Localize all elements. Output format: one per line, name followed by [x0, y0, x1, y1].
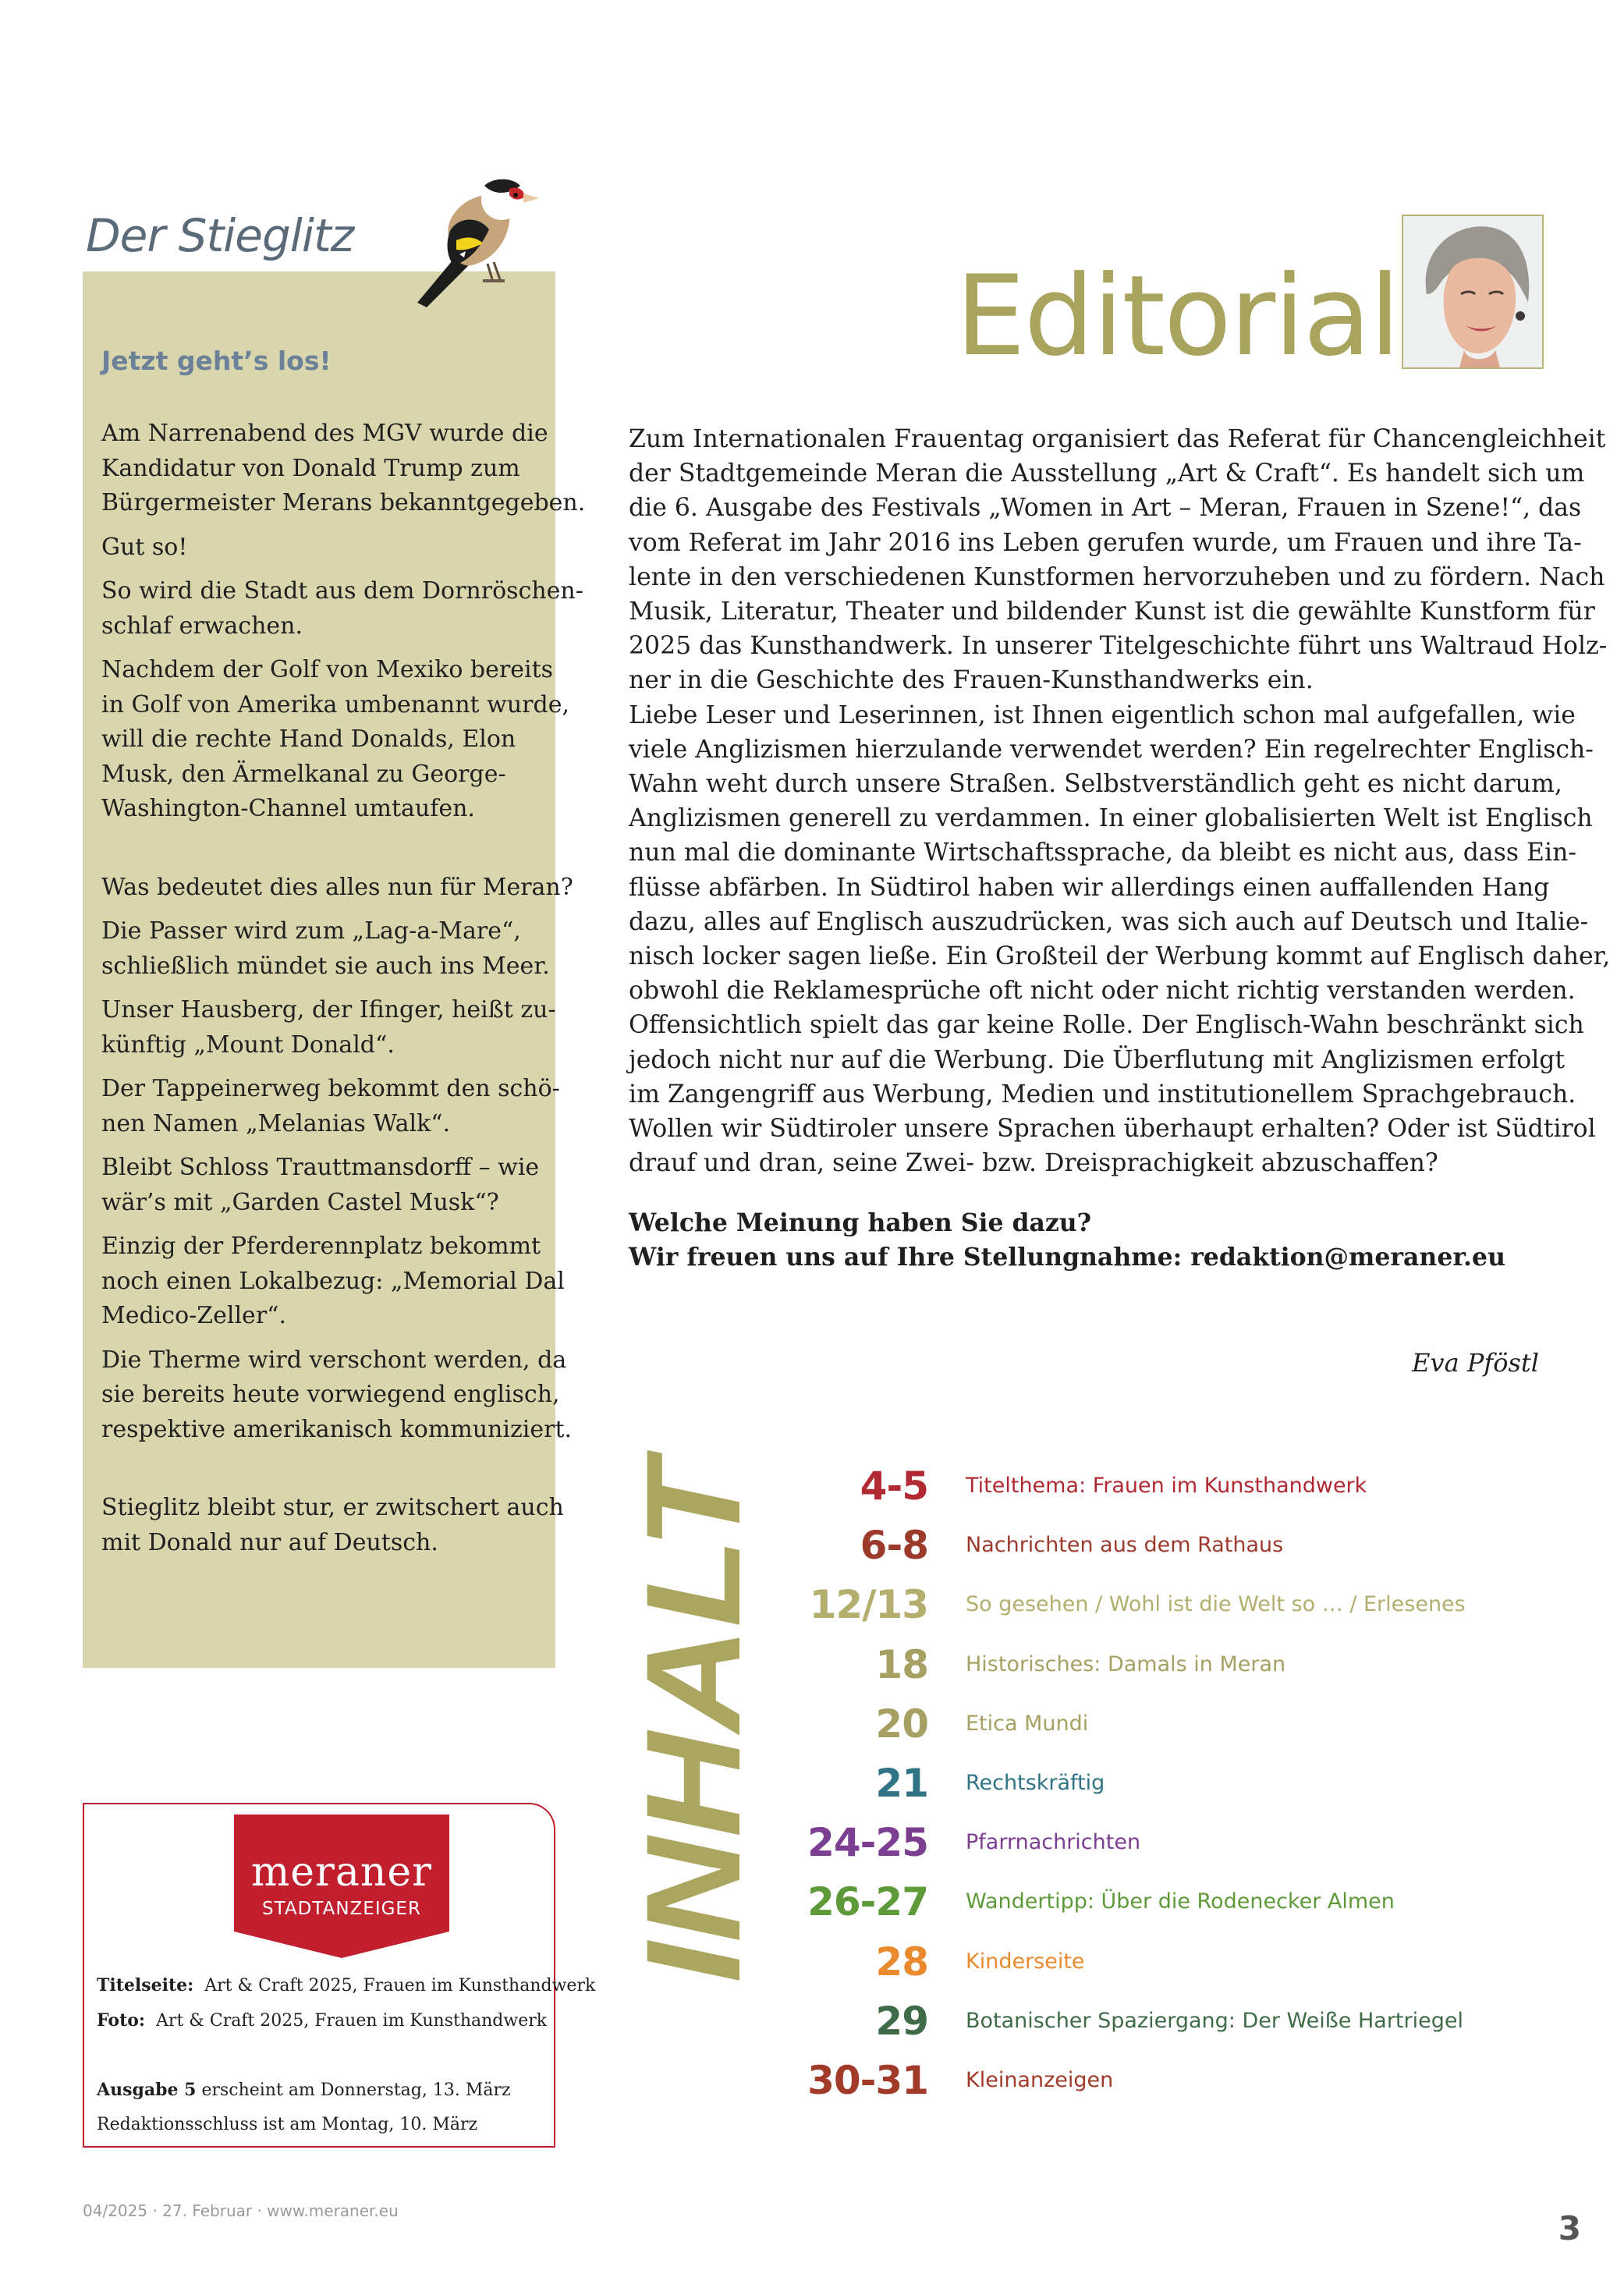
- stieglitz-line: Bleibt Schloss Trauttmansdorff – wie: [101, 1154, 540, 1181]
- stieglitz-line: Washington-Channel umtaufen.: [101, 795, 475, 822]
- stieglitz-line: Gut so!: [101, 533, 188, 561]
- stieglitz-line: Am Narrenabend des MGV wurde die: [101, 420, 548, 447]
- stieglitz-line: nen Namen „Melanias Walk“.: [101, 1109, 451, 1137]
- stieglitz-heading: Jetzt geht’s los!: [101, 346, 332, 376]
- stieglitz-paragraph: [101, 653, 569, 827]
- toc-item: [780, 1754, 1560, 1812]
- toc-page-number: 26-27: [807, 1879, 928, 1925]
- stieglitz-line: Der Tappeinerweg bekommt den schö-: [101, 1075, 560, 1102]
- ausgabe-label: Ausgabe 5: [97, 2080, 197, 2100]
- publication-details: [97, 1968, 595, 2142]
- foto-value: Art & Craft 2025, Frauen im Kunsthandwerk: [156, 2011, 548, 2031]
- stieglitz-paragraph: [101, 1151, 538, 1220]
- toc-item: [780, 1992, 1560, 2050]
- stieglitz-paragraph: [101, 1072, 560, 1141]
- editorial-title: Editorial: [956, 252, 1399, 381]
- stieglitz-line: in Golf von Amerika umbenannt wurde,: [101, 690, 569, 718]
- stieglitz-line: Kandidatur von Donald Trump zum: [101, 454, 520, 482]
- stieglitz-paragraph: [101, 993, 556, 1062]
- stieglitz-line: Musk, den Ärmelkanal zu George-: [101, 760, 506, 788]
- toc-label: Nachrichten aus dem Rathaus: [966, 1533, 1284, 1558]
- stieglitz-line: Bürgermeister Merans bekanntgegeben.: [101, 489, 586, 516]
- stieglitz-paragraph: [101, 1491, 564, 1560]
- toc-page-number: 4-5: [860, 1463, 928, 1509]
- toc-label: Kleinanzeigen: [966, 2068, 1114, 2092]
- editorial-body: [629, 422, 1611, 1180]
- editorial-line: nisch locker sagen ließe. Ein Großteil der Werbung kommt auf Englisch daher,: [629, 942, 1611, 971]
- stieglitz-line: wär’s mit „Garden Castel Musk“?: [101, 1188, 499, 1216]
- editorial-bold-line: Welche Meinung haben Sie dazu?: [629, 1208, 1092, 1237]
- stieglitz-line: künftig „Mount Donald“.: [101, 1031, 395, 1059]
- editorial-line: Offensichtlich spielt das gar keine Rolle. Der Englisch-Wahn beschränkt sich: [629, 1011, 1584, 1040]
- toc-item: [780, 1814, 1560, 1871]
- goldfinch-illustration: [402, 162, 542, 318]
- stieglitz-title: Der Stieglitz: [86, 209, 354, 262]
- stieglitz-line: Was bedeutet dies alles nun für Meran?: [101, 873, 573, 901]
- toc-label: Wandertipp: Über die Rodenecker Almen: [966, 1889, 1395, 1914]
- inhalt-vertical-title: [619, 1453, 768, 1991]
- toc-item: [780, 1576, 1560, 1634]
- stieglitz-line: Die Therme wird verschont werden, da: [101, 1346, 567, 1374]
- toc-page-number: 30-31: [807, 2058, 928, 2103]
- stieglitz-paragraph: [101, 417, 586, 521]
- stieglitz-line: Stieglitz bleibt stur, er zwitschert auch: [101, 1494, 564, 1521]
- toc-item: [780, 1695, 1560, 1753]
- toc-page-number: 6-8: [860, 1523, 928, 1569]
- toc-item: [780, 1457, 1560, 1515]
- stieglitz-paragraph: [101, 574, 583, 644]
- stieglitz-paragraph: [101, 530, 538, 566]
- toc-page-number: 20: [875, 1701, 928, 1747]
- toc-label: Historisches: Damals in Meran: [966, 1651, 1286, 1676]
- editorial-line: Liebe Leser und Leserinnen, ist Ihnen eigentlich schon mal aufgefallen, wie: [629, 701, 1576, 729]
- foto-label: Foto:: [97, 2010, 146, 2031]
- page-number: 3: [1558, 2209, 1581, 2247]
- toc-label: Pfarrnachrichten: [966, 1830, 1141, 1855]
- toc-page-number: 28: [875, 1939, 928, 1985]
- stieglitz-line: Nachdem der Golf von Mexiko bereits: [101, 656, 554, 683]
- stieglitz-line: sie bereits heute vorwiegend englisch,: [101, 1381, 560, 1408]
- stieglitz-line: respektive amerikanisch kommuniziert.: [101, 1415, 573, 1443]
- toc-label: Botanischer Spaziergang: Der Weiße Hartriegel: [966, 2008, 1463, 2033]
- stieglitz-line: Unser Hausberg, der Ifinger, heißt zu-: [101, 996, 556, 1023]
- toc-page-number: 29: [875, 1998, 928, 2044]
- stieglitz-paragraph: [101, 1229, 565, 1334]
- toc-item: [780, 1636, 1560, 1694]
- titelseite-value: Art & Craft 2025, Frauen im Kunsthandwerk: [204, 1976, 596, 1995]
- toc-label: Kinderseite: [966, 1949, 1085, 1974]
- logo-subtitle: STADTANZEIGER: [262, 1899, 421, 1919]
- editorial-line: dazu, alles auf Englisch auszudrücken, was sich auch auf Deutsch und Italie-: [629, 907, 1589, 936]
- editorial-line: vom Referat im Jahr 2016 ins Leben gerufen wurde, um Frauen und ihre Ta-: [629, 528, 1582, 557]
- toc-item: [780, 1933, 1560, 1991]
- meraner-logo: [234, 1815, 449, 1958]
- toc-item: [780, 1873, 1560, 1931]
- editorial-line: flüsse abfärben. In Südtirol haben wir allerdings einen auffallenden Hang: [629, 873, 1550, 902]
- stieglitz-line: Einzig der Pferderennplatz bekommt: [101, 1233, 541, 1260]
- editorial-bold-line: Wir freuen uns auf Ihre Stellungnahme: redaktion@meraner.eu: [629, 1243, 1505, 1272]
- editorial-call-to-action: [629, 1206, 1505, 1275]
- stieglitz-line: Die Passer wird zum „Lag-a-Mare“,: [101, 917, 521, 945]
- toc-item: [780, 1517, 1560, 1574]
- editorial-line: Wollen wir Südtiroler unsere Sprachen überhaupt erhalten? Oder ist Südtirol: [629, 1115, 1596, 1144]
- editorial-author: Eva Pföstl: [1412, 1348, 1539, 1378]
- toc-page-number: 12/13: [809, 1582, 928, 1628]
- stieglitz-paragraph: [101, 914, 550, 984]
- inhalt-title-text: INHALT: [619, 1501, 768, 1983]
- footer-issue-info: 04/2025 · 27. Februar · www.meraner.eu: [83, 2201, 399, 2220]
- stieglitz-line: So wird die Stadt aus dem Dornröschen-: [101, 577, 583, 605]
- author-portrait: [1402, 215, 1544, 369]
- editorial-line: nun mal die dominante Wirtschaftssprache, da bleibt es nicht aus, dass Ein-: [629, 839, 1577, 867]
- stieglitz-line: will die rechte Hand Donalds, Elon: [101, 725, 516, 753]
- editorial-line: Musik, Literatur, Theater und bildender Kunst ist die gewählte Kunstform für: [629, 598, 1595, 626]
- toc-label: Rechtskräftig: [966, 1771, 1105, 1795]
- stieglitz-line: schließlich mündet sie auch ins Meer.: [101, 952, 550, 980]
- redaktionsschluss: Redaktionsschluss ist am Montag, 10. März: [97, 2115, 478, 2134]
- editorial-line: jedoch nicht nur auf die Werbung. Die Überflutung mit Anglizismen erfolgt: [629, 1045, 1565, 1074]
- editorial-line: obwohl die Reklamesprüche oft nicht oder nicht richtig verstanden werden.: [629, 977, 1576, 1006]
- toc-label: Etica Mundi: [966, 1711, 1089, 1736]
- stieglitz-line: Medico-Zeller“.: [101, 1302, 287, 1329]
- toc-page-number: 21: [875, 1761, 928, 1806]
- stieglitz-paragraph: [101, 871, 573, 906]
- editorial-line: Wahn weht durch unsere Straßen. Selbstverständlich geht es nicht darum,: [629, 770, 1562, 799]
- ausgabe-value: erscheint am Donnerstag, 13. März: [201, 2081, 511, 2100]
- editorial-line: die 6. Ausgabe des Festivals „Women in Art – Meran, Frauen in Szene!“, das: [629, 494, 1582, 523]
- editorial-line: drauf und dran, seine Zwei- bzw. Dreisprachigkeit abzuschaffen?: [629, 1149, 1438, 1178]
- toc-page-number: 24-25: [807, 1820, 928, 1866]
- editorial-line: Zum Internationalen Frauentag organisiert das Referat für Chancengleichheit: [629, 425, 1606, 453]
- titelseite-label: Titelseite:: [97, 1975, 194, 1995]
- editorial-line: lente in den verschiedenen Kunstformen hervorzuheben und zu fördern. Nach: [629, 562, 1605, 591]
- editorial-line: 2025 das Kunsthandwerk. In unserer Titelgeschichte führt uns Waltraud Holz-: [629, 632, 1608, 661]
- stieglitz-line: mit Donald nur auf Deutsch.: [101, 1528, 438, 1556]
- stieglitz-line: noch einen Lokalbezug: „Memorial Dal: [101, 1267, 565, 1295]
- logo-name: meraner: [250, 1849, 433, 1896]
- toc-item: [780, 2052, 1560, 2109]
- editorial-line: viele Anglizismen hierzulande verwendet werden? Ein regelrechter Englisch-: [629, 735, 1594, 764]
- editorial-line: im Zangengriff aus Werbung, Medien und institutionellem Sprachgebrauch.: [629, 1080, 1576, 1109]
- editorial-line: ner in die Geschichte des Frauen-Kunsthandwerks ein.: [629, 666, 1314, 695]
- editorial-line: der Stadtgemeinde Meran die Ausstellung „Art & Craft“. Es handelt sich um: [629, 459, 1585, 488]
- toc-label: So gesehen / Wohl ist die Welt so … / Erlesenes: [966, 1592, 1466, 1617]
- editorial-line: Anglizismen generell zu verdammen. In einer globalisierten Welt ist Englisch: [629, 804, 1593, 833]
- stieglitz-line: schlaf erwachen.: [101, 612, 303, 640]
- toc-label: Titelthema: Frauen im Kunsthandwerk: [966, 1474, 1367, 1498]
- stieglitz-paragraph: [101, 1343, 573, 1448]
- stieglitz-body: [101, 417, 586, 1570]
- toc-page-number: 18: [875, 1641, 928, 1687]
